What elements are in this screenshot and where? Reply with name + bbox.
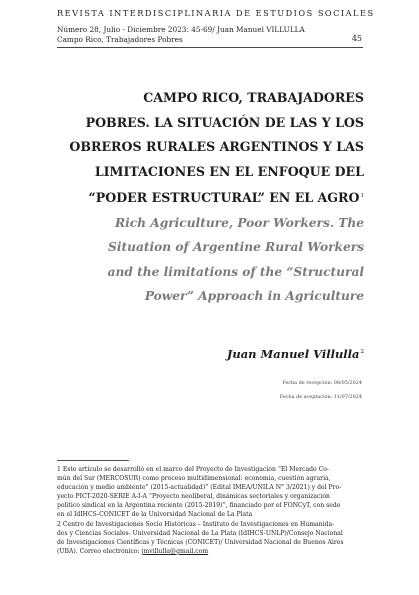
footnote-1-line: educación y medio ambiente” (2015-actualidad)” (Edital IMEA/UNILA N° 3/2021) y del Pro-	[57, 484, 342, 492]
title-line-5-text: “PODER ESTRUCTURAL” EN EL AGRO	[88, 190, 360, 206]
title-line-4: LIMITACIONES EN EL ENFOQUE DEL	[94, 163, 364, 179]
header-rule	[57, 47, 363, 48]
footnote-2-last-line	[57, 547, 367, 556]
footnote-1-line: yecto PICT-2020-SERIE A-I-A “Proyecto neoliberal, dinámicas sectoriales y organización	[57, 493, 330, 501]
author-name-text: Juan Manuel Villulla	[226, 347, 360, 361]
running-title: Campo Rico, Trabajadores Pobres	[57, 35, 183, 44]
english-title-line-1: Rich Agriculture, Poor Workers. The	[114, 215, 364, 230]
journal-name: REVISTA INTERDISCIPLINARIA DE ESTUDIOS SOCIALES	[57, 8, 375, 18]
footnote-1-line: mún del Sur (MERCOSUR) como proceso multidimensional: economía, cuestión agraria,	[57, 475, 331, 483]
title-line-3: OBREROS RURALES ARGENTINOS Y LAS	[69, 139, 364, 154]
page-number: 45	[351, 34, 362, 43]
accepted-date: Fecha de aceptación: 11/07/2024	[279, 394, 362, 400]
title-line-2: POBRES. LA SITUACIÓN DE LAS Y LOS	[85, 114, 364, 130]
title-line-5	[44, 184, 364, 211]
footnote-1-line: político sindical en la Argentina reciente (2015-2019)”, financiado por el FONCyT, con sede	[57, 502, 341, 510]
footnote-2-line: des y Ciencias Sociales- Universidad Nacional de La Plata (IdIHCS-UNLP)/Consejo Nacional	[57, 529, 343, 537]
footnote-1-line: en el IdIHCS-CONICET de la Universidad Nacional de La Plata	[57, 511, 253, 519]
footnote-2-line: de Investigaciones Científicas y Técnicas (CONICET)/ Universidad Nacional de Buenos Aires	[57, 538, 344, 546]
english-title-line-3: and the limitations of the “Structural	[107, 264, 364, 279]
received-date: Fecha de recepción: 08/05/2024	[282, 380, 362, 386]
title-line-1: CAMPO RICO, TRABAJADORES	[143, 90, 364, 105]
author-footnote-marker[interactable]: 2	[360, 349, 364, 356]
english-title-line-2: Situation of Argentine Rural Workers	[108, 240, 364, 255]
issue-info: Número 28, Julio - Diciembre 2023: 45-69/ Juan Manuel VILLULLA	[57, 25, 305, 34]
footnote-rule	[57, 460, 129, 461]
title-footnote-marker[interactable]: 1	[360, 193, 364, 199]
english-title-line-4: Power” Approach in Agriculture	[144, 289, 364, 304]
footnote-1-line: 1 Este artículo se desarrolló en el marco del Proyecto de Investigación “El Mercado Co-	[57, 466, 329, 473]
footnotes	[57, 465, 367, 556]
email-link[interactable]: jmvillulla@gmail.com	[141, 547, 209, 555]
author-name	[227, 347, 364, 361]
title-block	[44, 86, 364, 309]
footnote-2-prefix: (UBA). Correo electrónico:	[57, 547, 142, 555]
footnote-2-line: 2 Centro de Investigaciones Socio Históricas – Instituto de Investigaciones en Humanida-	[57, 520, 335, 528]
